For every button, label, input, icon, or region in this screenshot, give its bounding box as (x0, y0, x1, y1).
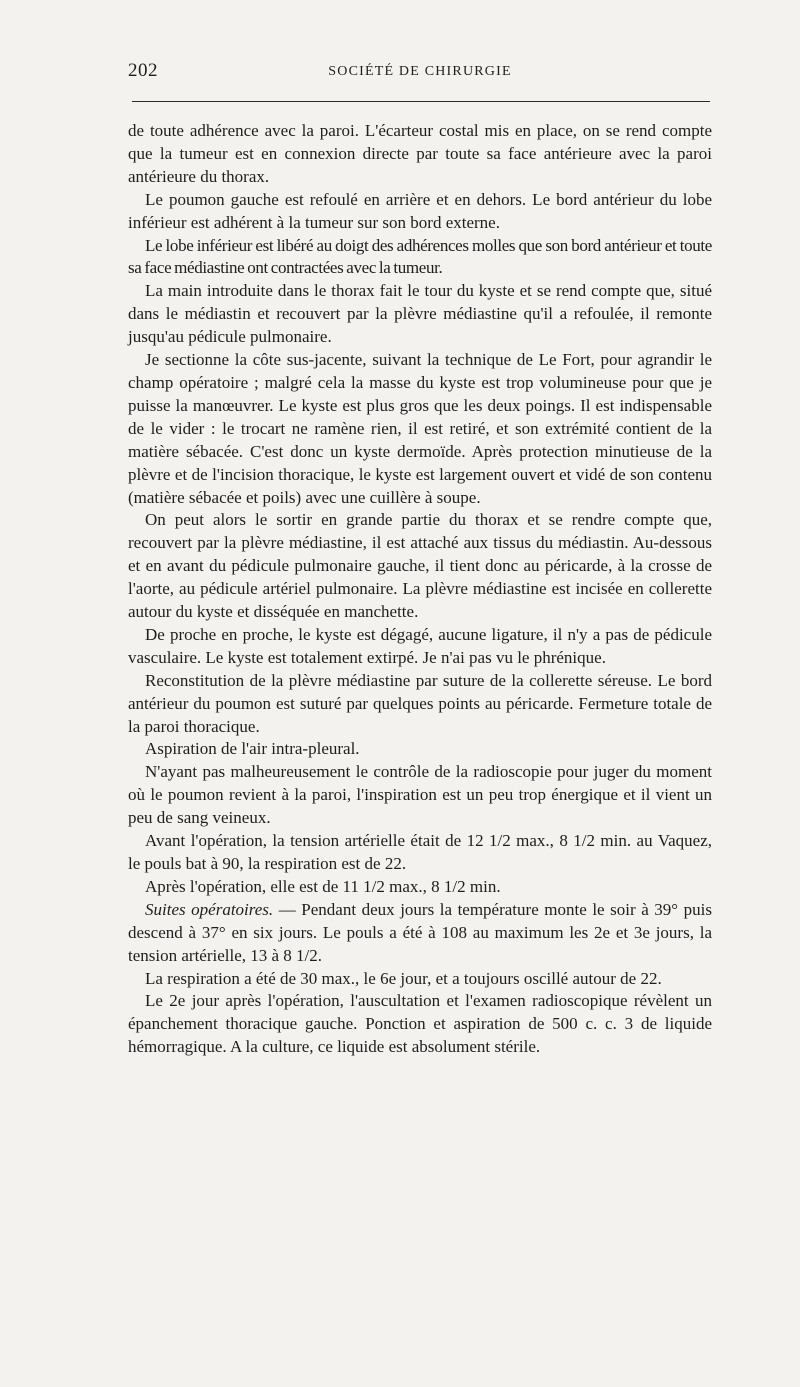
paragraph: On peut alors le sortir en grande partie du thorax et se rendre compte que, recouvert par la plèvre médiastine, il est attaché aux tissus du médiastin. Au-dessous et en avant du pédicule pulmonaire gauche, il tient donc au péricarde, à la crosse de l'aorte, au pédicule artériel pulmonaire. La plèvre médiastine est incisée en collerette autour du kyste et disséquée en manchette. (128, 510, 712, 622)
paragraph: Le 2e jour après l'opération, l'auscultation et l'examen radioscopique révèlent un épanchement thoracique gauche. Ponction et aspiration de 500 c. c. 3 de liquide hémorragique. A la culture, ce liquide est absolument stérile. (128, 991, 712, 1057)
suites-label: Suites opératoires. (145, 899, 274, 919)
paragraph: Le poumon gauche est refoulé en arrière et en dehors. Le bord antérieur du lobe inférieur est adhérent à la tumeur sur son bord externe. (128, 189, 712, 232)
paragraph: Aspiration de l'air intra-pleural. (145, 739, 360, 759)
paragraph: De proche en proche, le kyste est dégagé, aucune ligature, il n'y a pas de pédicule vasculaire. Le kyste est totalement extirpé. Je n'ai pas vu le phrénique. (128, 624, 712, 667)
paragraph: La main introduite dans le thorax fait le tour du kyste et se rend compte que, situé dans le médiastin et recouvert par la plèvre médiastine qu'il a refoulée, il remonte jusqu'au pédicule pulmonaire. (128, 281, 712, 347)
running-head: SOCIÉTÉ DE CHIRURGIE (328, 64, 512, 79)
page-number: 202 (128, 60, 158, 81)
suites-text: — Pendant deux jours la température monte le soir à 39° puis descend à 37° en six jours. Le pouls a été à 108 au maximum les 2e et 3e jours, la tension artérielle, 13 à 8 1/2. (128, 899, 712, 965)
paragraph: La respiration a été de 30 max., le 6e jour, et a toujours oscillé autour de 22. (145, 968, 662, 988)
paragraph: Le lobe inférieur est libéré au doigt des adhérences molles que son bord antérieur et toute sa face médiastine ont contractées avec la tumeur. (128, 235, 712, 278)
paragraph: Après l'opération, elle est de 11 1/2 max., 8 1/2 min. (145, 876, 501, 896)
page-header (128, 58, 712, 88)
body-text (128, 120, 712, 1059)
paragraph: N'ayant pas malheureusement le contrôle de la radioscopie pour juger du moment où le poumon revient à la paroi, l'inspiration est un peu trop énergique et il vient un peu de sang veineux. (128, 762, 712, 828)
paragraph: Avant l'opération, la tension artérielle était de 12 1/2 max., 8 1/2 min. au Vaquez, le pouls bat à 90, la respiration est de 22. (128, 831, 712, 873)
paragraph: Je sectionne la côte sus-jacente, suivant la technique de Le Fort, pour agrandir le champ opératoire ; malgré cela la masse du kyste est trop volumineuse pour que je puisse la manœuvrer. Le kyste est plus gros que les deux poings. Il est indispensable de le vider : le trocart ne ramène rien, il est retiré, et son extrémité contient de la matière sébacée. C'est donc un kyste dermoïde. Après protection minutieuse de la plèvre et de l'incision thoracique, le kyste est largement ouvert et vidé de son contenu (matière sébacée et poils) avec une cuillère à soupe. (128, 350, 712, 507)
header-rule (132, 101, 710, 102)
paragraph: Reconstitution de la plèvre médiastine par suture de la collerette séreuse. Le bord antérieur du poumon est suturé par quelques points au péricarde. Fermeture totale de la paroi thoracique. (128, 670, 712, 736)
paragraph: de toute adhérence avec la paroi. L'écarteur costal mis en place, on se rend compte que la tumeur est en connexion directe par toute sa face antérieure avec la paroi antérieure du thorax. (128, 121, 712, 186)
paragraph-suites (128, 899, 712, 968)
